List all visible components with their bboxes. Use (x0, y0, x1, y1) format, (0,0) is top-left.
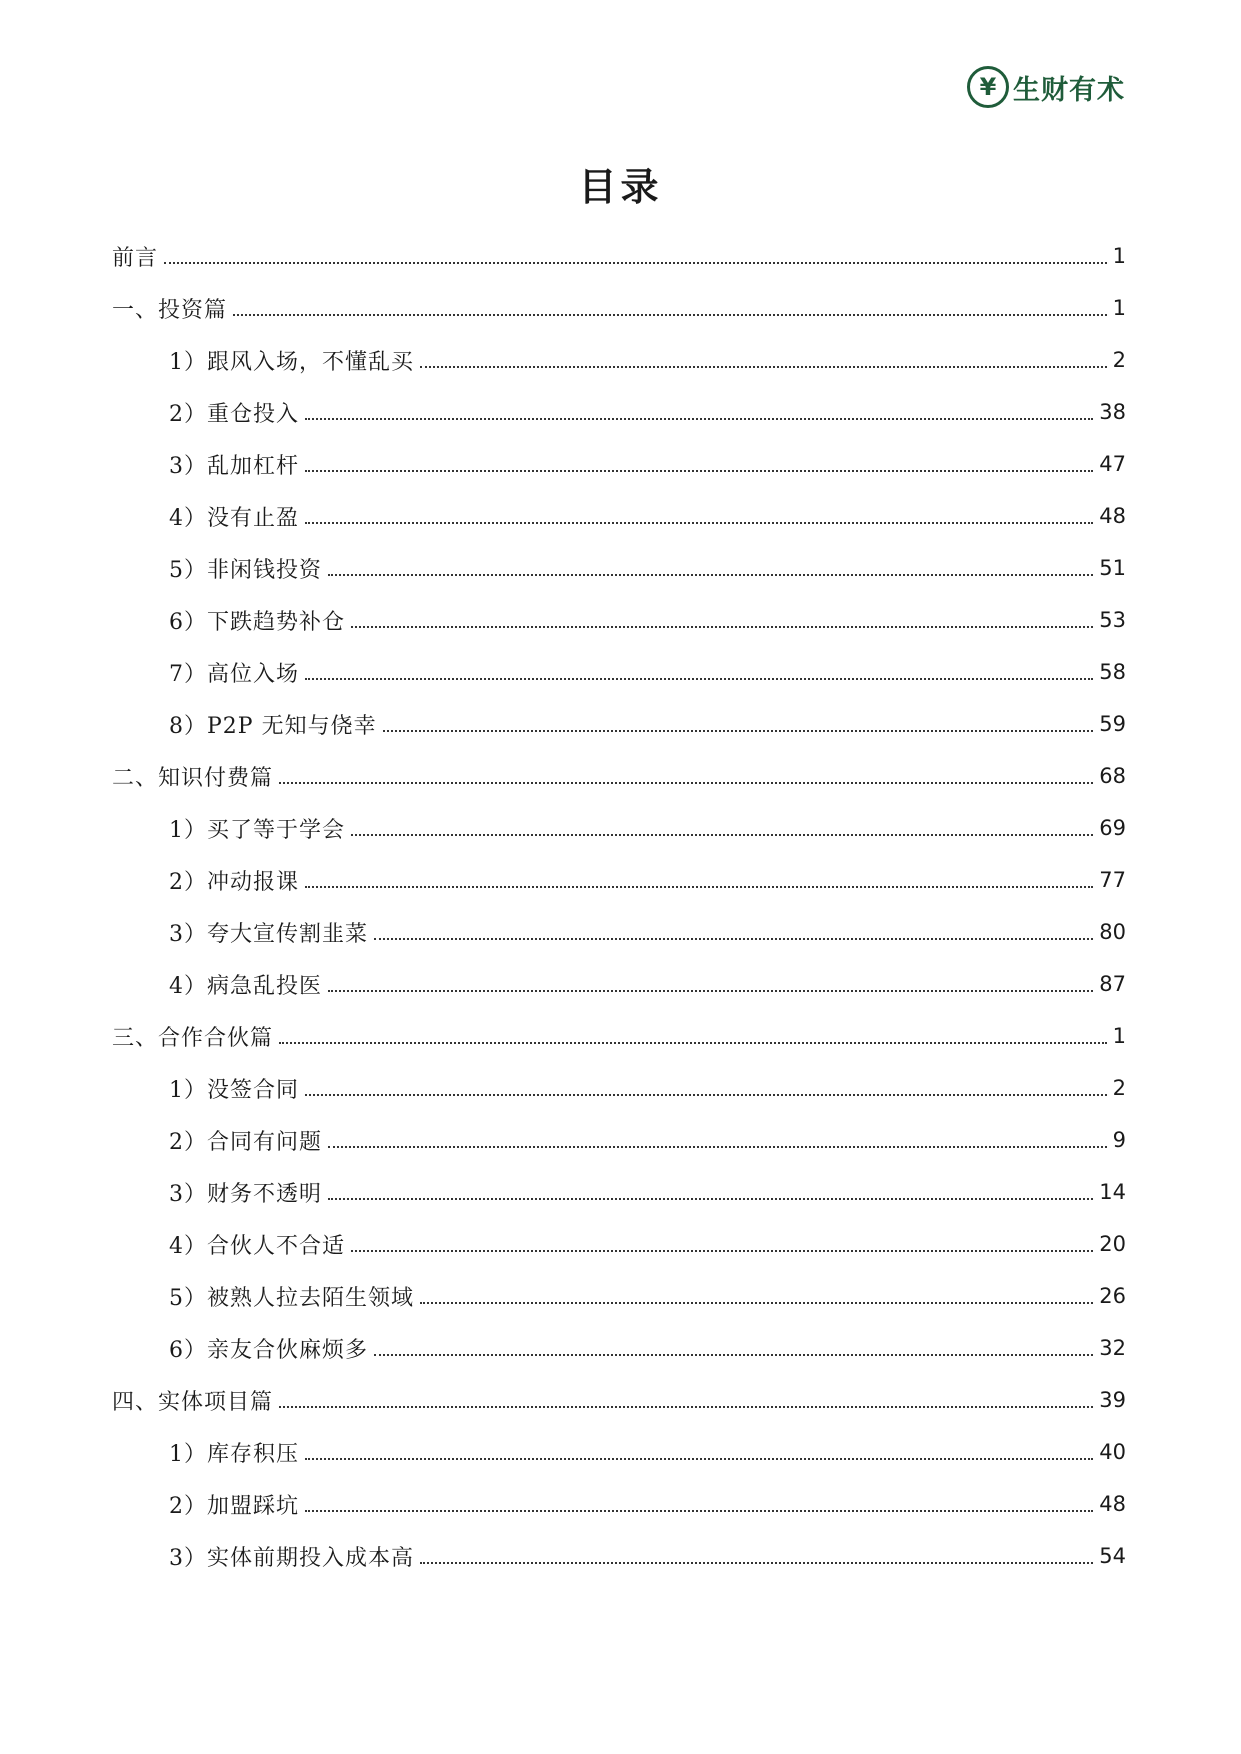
brand-logo (967, 64, 1125, 110)
toc-subentry[interactable] (112, 906, 1126, 958)
toc-entry-label: 8）P2P 无知与侥幸 (169, 713, 377, 739)
toc-page-number: 39 (1099, 1388, 1126, 1412)
toc-subentry[interactable] (112, 1426, 1126, 1478)
toc-subentry[interactable] (112, 542, 1126, 594)
toc-entry-label: 1）没签合同 (169, 1077, 299, 1103)
toc-subentry[interactable] (112, 1114, 1126, 1166)
toc-entry-label: 1）买了等于学会 (169, 817, 345, 843)
toc-page-number: 32 (1099, 1336, 1126, 1360)
toc-page-number: 51 (1099, 556, 1126, 580)
toc-leader-dots (374, 1354, 1093, 1356)
toc-page-number: 14 (1099, 1180, 1126, 1204)
toc-page-number: 69 (1099, 816, 1126, 840)
toc-leader-dots (420, 366, 1107, 368)
toc-subentry[interactable] (112, 1062, 1126, 1114)
toc-entry-label: 6）下跌趋势补仓 (169, 609, 345, 635)
toc-leader-dots (305, 678, 1093, 680)
toc-subentry[interactable] (112, 1218, 1126, 1270)
toc-leader-dots (164, 262, 1107, 264)
toc-subentry[interactable] (112, 1530, 1126, 1582)
toc-entry-label: 一、投资篇 (112, 297, 228, 323)
toc-entry[interactable] (112, 282, 1126, 334)
toc-page-number: 59 (1099, 712, 1126, 736)
toc-entry-label: 三、合作合伙篇 (112, 1025, 274, 1051)
toc-entry[interactable] (112, 1010, 1126, 1062)
toc-entry-label: 3）夸大宣传割韭菜 (169, 921, 368, 947)
toc-page-number: 26 (1099, 1284, 1126, 1308)
toc-leader-dots (305, 470, 1093, 472)
toc-entry-label: 3）财务不透明 (169, 1181, 322, 1207)
toc-entry-label: 2）重仓投入 (169, 401, 299, 427)
toc-leader-dots (374, 938, 1093, 940)
toc-leader-dots (351, 1250, 1093, 1252)
toc-page-number: 1 (1112, 1024, 1126, 1048)
page-title: 目录 (578, 165, 663, 209)
toc-page-number: 1 (1112, 296, 1126, 320)
toc-leader-dots (279, 782, 1093, 784)
toc-subentry[interactable] (112, 386, 1126, 438)
toc-entry-label: 前言 (112, 245, 159, 271)
toc-page-number: 80 (1099, 920, 1126, 944)
toc-leader-dots (328, 1198, 1093, 1200)
toc-page-number: 40 (1099, 1440, 1126, 1464)
toc-entry[interactable] (112, 750, 1126, 802)
toc-page-number: 58 (1099, 660, 1126, 684)
toc-leader-dots (233, 314, 1107, 316)
toc-entry-label: 7）高位入场 (169, 661, 299, 687)
table-of-contents (112, 230, 1126, 1582)
toc-leader-dots (328, 990, 1093, 992)
toc-page-number: 53 (1099, 608, 1126, 632)
toc-page-number: 9 (1112, 1128, 1126, 1152)
toc-leader-dots (279, 1042, 1107, 1044)
toc-entry-label: 4）没有止盈 (169, 505, 299, 531)
toc-leader-dots (351, 626, 1093, 628)
toc-subentry[interactable] (112, 490, 1126, 542)
toc-entry-label: 4）合伙人不合适 (169, 1233, 345, 1259)
toc-subentry[interactable] (112, 334, 1126, 386)
toc-subentry[interactable] (112, 698, 1126, 750)
toc-page-number: 47 (1099, 452, 1126, 476)
toc-subentry[interactable] (112, 646, 1126, 698)
toc-subentry[interactable] (112, 1166, 1126, 1218)
toc-leader-dots (328, 1146, 1107, 1148)
toc-subentry[interactable] (112, 854, 1126, 906)
toc-entry-label: 3）乱加杠杆 (169, 453, 299, 479)
toc-subentry[interactable] (112, 1478, 1126, 1530)
toc-page-number: 77 (1099, 868, 1126, 892)
coin-logo-icon: ¥ (967, 66, 1009, 108)
toc-leader-dots (328, 574, 1093, 576)
toc-page-number: 54 (1099, 1544, 1126, 1568)
toc-leader-dots (305, 1458, 1093, 1460)
toc-page-number: 2 (1112, 1076, 1126, 1100)
toc-entry-label: 5）被熟人拉去陌生领域 (169, 1285, 414, 1311)
toc-page-number: 48 (1099, 1492, 1126, 1516)
toc-entry-label: 5）非闲钱投资 (169, 557, 322, 583)
toc-leader-dots (351, 834, 1093, 836)
toc-leader-dots (383, 730, 1094, 732)
toc-page-number: 20 (1099, 1232, 1126, 1256)
toc-entry-label: 4）病急乱投医 (169, 973, 322, 999)
toc-entry-label: 2）合同有问题 (169, 1129, 322, 1155)
toc-leader-dots (305, 522, 1093, 524)
toc-subentry[interactable] (112, 802, 1126, 854)
toc-entry[interactable] (112, 230, 1126, 282)
toc-page-number: 1 (1112, 244, 1126, 268)
toc-entry-label: 四、实体项目篇 (112, 1389, 274, 1415)
toc-entry-label: 2）加盟踩坑 (169, 1493, 299, 1519)
toc-entry-label: 2）冲动报课 (169, 869, 299, 895)
toc-entry-label: 二、知识付费篇 (112, 765, 274, 791)
brand-name: 生财有术 (1013, 74, 1125, 106)
toc-subentry[interactable] (112, 594, 1126, 646)
toc-leader-dots (420, 1302, 1093, 1304)
toc-page-number: 87 (1099, 972, 1126, 996)
toc-leader-dots (279, 1406, 1093, 1408)
toc-leader-dots (305, 418, 1093, 420)
toc-page-number: 38 (1099, 400, 1126, 424)
toc-entry[interactable] (112, 1374, 1126, 1426)
toc-page-number: 2 (1112, 348, 1126, 372)
toc-leader-dots (305, 1094, 1107, 1096)
toc-subentry[interactable] (112, 958, 1126, 1010)
toc-leader-dots (305, 886, 1093, 888)
toc-entry-label: 1）跟风入场，不懂乱买 (169, 349, 414, 375)
toc-subentry[interactable] (112, 1322, 1126, 1374)
toc-subentry[interactable] (112, 1270, 1126, 1322)
toc-entry-label: 3）实体前期投入成本高 (169, 1545, 414, 1571)
toc-leader-dots (420, 1562, 1093, 1564)
toc-entry-label: 6）亲友合伙麻烦多 (169, 1337, 368, 1363)
toc-leader-dots (305, 1510, 1093, 1512)
toc-page-number: 68 (1099, 764, 1126, 788)
toc-subentry[interactable] (112, 438, 1126, 490)
toc-page-number: 48 (1099, 504, 1126, 528)
toc-entry-label: 1）库存积压 (169, 1441, 299, 1467)
